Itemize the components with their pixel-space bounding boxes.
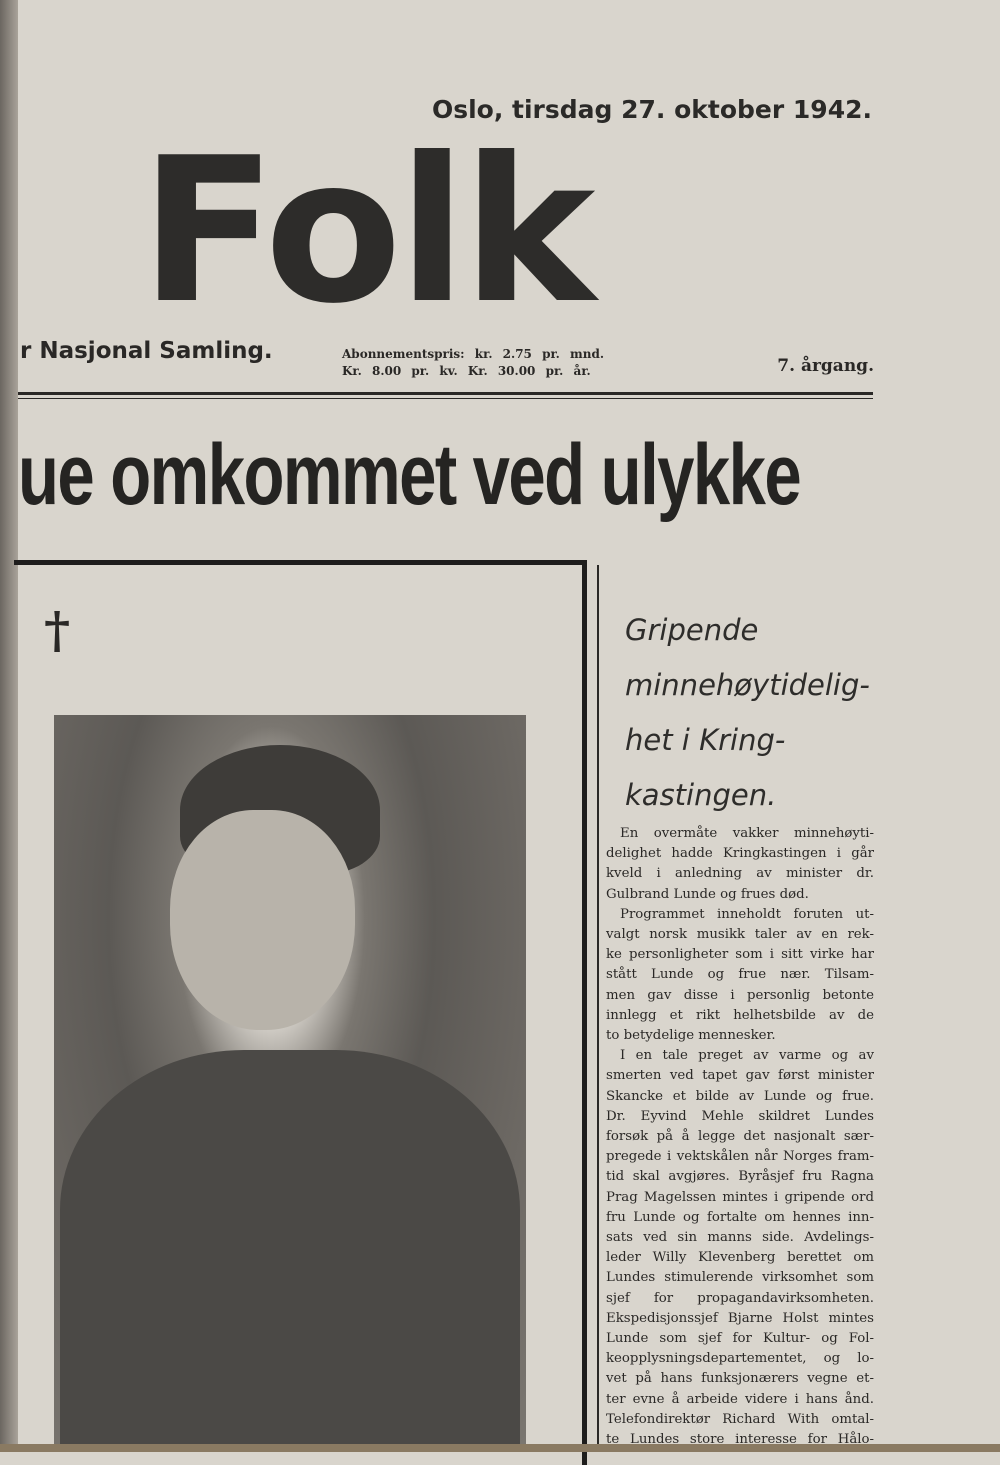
article-line: te Lundes store interesse for Hålo- bbox=[606, 1432, 874, 1448]
photo-coat bbox=[60, 1050, 520, 1444]
article-line: keopplysningsdepartementet, og lo- bbox=[606, 1351, 874, 1367]
article-line: innlegg et rikt helhetsbilde av de bbox=[606, 1007, 874, 1023]
article-title bbox=[625, 603, 870, 823]
article-line: valgt norsk musikk taler av en rek- bbox=[606, 927, 874, 943]
article-line: sjef for propagandavirksomheten. bbox=[606, 1290, 874, 1306]
article-line: ter evne å arbeide videre i hans ånd. bbox=[606, 1391, 874, 1407]
article-line: delighet hadde Kringkastingen i går bbox=[606, 846, 874, 862]
volume: 7. årgang. bbox=[777, 356, 874, 376]
article-line: ke personligheter som i sitt virke har bbox=[606, 947, 874, 963]
column-rule bbox=[597, 565, 599, 1452]
headline: ue omkommet ved ulykke bbox=[18, 427, 801, 523]
masthead-title: Folk bbox=[140, 115, 592, 348]
subscription-price bbox=[342, 346, 604, 380]
article-line: pregede i vektskålen når Norges fram- bbox=[606, 1149, 874, 1165]
subscription-line: Abonnementspris: kr. 2.75 pr. mnd. bbox=[342, 347, 605, 361]
article-line: stått Lunde og frue nær. Tilsam- bbox=[606, 967, 874, 983]
masthead-subtitle: r Nasjonal Samling. bbox=[20, 338, 273, 364]
divider bbox=[18, 392, 873, 395]
photo-face bbox=[170, 810, 355, 1030]
masthead bbox=[0, 115, 592, 348]
article-line: Lundes stimulerende virksomhet som bbox=[606, 1270, 874, 1286]
portrait-photo bbox=[54, 715, 526, 1444]
article-line: Gulbrand Lunde og frues død. bbox=[606, 886, 809, 902]
article-line: Programmet inneholdt foruten ut- bbox=[620, 906, 874, 922]
article-line: tid skal avgjøres. Byråsjef fru Ragna bbox=[606, 1169, 874, 1185]
article-line: smerten ved tapet gav først minister bbox=[606, 1068, 874, 1084]
article-line: En overmåte vakker minnehøyti- bbox=[620, 826, 874, 841]
article-line: Skancke et bilde av Lunde og frue. bbox=[606, 1088, 874, 1104]
article-line: fru Lunde og fortalte om hennes inn- bbox=[606, 1209, 874, 1225]
article-line: Ekspedisjonssjef Bjarne Holst mintes bbox=[606, 1310, 874, 1326]
article-line: vet på hans funksjonærers vegne et- bbox=[606, 1371, 874, 1387]
article-line: kveld i anledning av minister dr. bbox=[606, 866, 874, 882]
article-line: Telefondirektør Richard With omtal- bbox=[606, 1411, 874, 1427]
article-title-line: Gripende bbox=[625, 613, 759, 647]
article-body bbox=[606, 824, 874, 1450]
article-line: to betydelige mennesker. bbox=[606, 1028, 776, 1044]
issue-date: Oslo, tirsdag 27. oktober 1942. bbox=[431, 95, 872, 124]
divider bbox=[18, 398, 873, 399]
article-line: sats ved sin manns side. Avdelings- bbox=[606, 1230, 874, 1246]
article-line: leder Willy Klevenberg berettet om bbox=[606, 1250, 874, 1266]
article-line: Lunde som sjef for Kultur- og Fol- bbox=[606, 1331, 874, 1347]
article-line: men gav disse i personlig betonte bbox=[606, 987, 874, 1003]
article-title-line: het i Kring- bbox=[625, 723, 786, 757]
article-line: Dr. Eyvind Mehle skildret Lundes bbox=[606, 1108, 874, 1124]
article-title-line: kastingen. bbox=[625, 778, 777, 812]
subscription-line: Kr. 8.00 pr. kv. Kr. 30.00 pr. år. bbox=[342, 364, 591, 378]
article-line: Prag Magelssen mintes i gripende ord bbox=[606, 1189, 874, 1205]
cross-icon: † bbox=[44, 600, 71, 659]
article-title-line: minnehøytidelig- bbox=[625, 668, 870, 702]
article-line: forsøk på å legge det nasjonalt sær- bbox=[606, 1129, 874, 1145]
article-line: I en tale preget av varme og av bbox=[620, 1048, 874, 1064]
